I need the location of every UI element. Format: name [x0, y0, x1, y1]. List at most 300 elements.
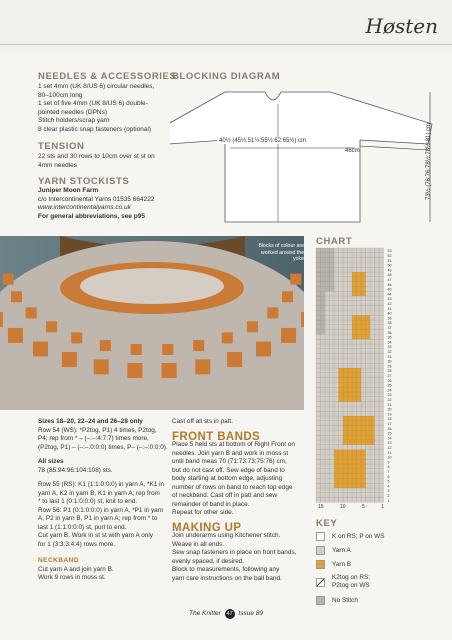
chart-cell [370, 378, 375, 383]
row-number: 48 [387, 273, 392, 278]
chart-cell [343, 440, 348, 445]
chart-cell [334, 253, 339, 258]
chart-cell [366, 253, 371, 258]
chart-cell [366, 416, 371, 421]
chart-cell [352, 406, 357, 411]
k2tog-icon [316, 578, 325, 587]
chart-cell [325, 392, 330, 397]
chart-cell [339, 440, 344, 445]
chart-cell [357, 373, 362, 378]
page-title: Høsten [365, 14, 438, 38]
chart-cell [366, 402, 371, 407]
chart-cell [330, 310, 335, 315]
chart-cell [316, 416, 321, 421]
chart-cell [348, 440, 353, 445]
row-number: 51 [387, 258, 392, 263]
chart-cell [366, 248, 371, 253]
length-measurement [386, 73, 432, 200]
sleeve-measurement: 46cm [345, 148, 360, 154]
chart-cell [370, 363, 375, 368]
stockist-address: c/o Intercontinental Yarns 01535 664222 [38, 195, 155, 203]
key-label: Yarn A [332, 546, 351, 554]
chart-cell [321, 291, 326, 296]
chart-cell [370, 382, 375, 387]
chart-cell [361, 253, 366, 258]
instruction-line: Repeat for other side. [172, 509, 234, 516]
chart-cell [330, 320, 335, 325]
chart-cell [361, 291, 366, 296]
chart-cell [339, 296, 344, 301]
chart-cell [375, 406, 380, 411]
chart-cell [348, 291, 353, 296]
chart-cell [325, 469, 330, 474]
chart-cell [379, 421, 384, 426]
chart-cell [343, 339, 348, 344]
chart-cell [379, 354, 384, 359]
key-item [316, 529, 436, 543]
chart-cell [357, 310, 362, 315]
chart-cell [379, 483, 384, 488]
chart-cell [330, 450, 335, 455]
chart-cell [357, 262, 362, 267]
chart-cell [325, 435, 330, 440]
chart-cell [334, 426, 339, 431]
chart-cell [325, 440, 330, 445]
instruction-line: until band meas 70 (71:73:73:75:76) cm, [172, 458, 287, 465]
chart-cell [379, 330, 384, 335]
chart-cell [321, 354, 326, 359]
chart-cell [321, 286, 326, 291]
chart-cell [361, 258, 366, 263]
chart-cell [343, 406, 348, 411]
sizes-heading: Sizes 18–20, 22–24 and 26–28 only [38, 418, 143, 425]
chart-cell [334, 330, 339, 335]
chart-cell [352, 378, 357, 383]
chart-cell [343, 469, 348, 474]
chart-cell [352, 339, 357, 344]
chart-cell [352, 320, 357, 325]
chart-cell [325, 382, 330, 387]
chart-cell [316, 454, 321, 459]
chart-cell [343, 421, 348, 426]
chart-cell [321, 334, 326, 339]
chart-cell [357, 382, 362, 387]
chart-cell [379, 435, 384, 440]
chart-cell [375, 253, 380, 258]
chart-cell [348, 301, 353, 306]
chart-cell [370, 296, 375, 301]
chart-cell [352, 358, 357, 363]
chart-cell [321, 454, 326, 459]
chart-cell [339, 392, 344, 397]
chart-cell [325, 310, 330, 315]
chart-cell [339, 411, 344, 416]
chart-cell [366, 378, 371, 383]
chart-cell [325, 373, 330, 378]
chart-cell [334, 296, 339, 301]
chart-cell [370, 277, 375, 282]
chart-cell [321, 344, 326, 349]
chart-cell [334, 488, 339, 493]
key-heading: KEY [316, 518, 338, 529]
chart-cell [379, 454, 384, 459]
chart-cell [379, 402, 384, 407]
chart-cell [321, 435, 326, 440]
chart-cell [348, 430, 353, 435]
chart-cell [357, 330, 362, 335]
page-footer [0, 609, 452, 619]
tension-text [38, 153, 155, 170]
chart-cell [339, 330, 344, 335]
chart-cell [375, 392, 380, 397]
chart-cell [375, 272, 380, 277]
chart-cell [379, 320, 384, 325]
chart-cell [379, 488, 384, 493]
chart-cell [370, 267, 375, 272]
row-number: 43 [387, 297, 392, 302]
chart-cell [379, 493, 384, 498]
instruction-line: remainder of band in place. [172, 500, 250, 508]
chart-cell [352, 469, 357, 474]
chart-cell [330, 354, 335, 359]
chart-cell [316, 493, 321, 498]
instruction-line: Row 54 (WS): *P2tog, P1) 4 times, P2tog, [38, 426, 157, 434]
chart-cell [361, 267, 366, 272]
chart-cell [330, 440, 335, 445]
chart-cell [316, 368, 321, 373]
chart-cell [370, 373, 375, 378]
chart-cell [343, 498, 348, 503]
chart-cell [325, 445, 330, 450]
chart-cell [325, 450, 330, 455]
chart-cell [357, 320, 362, 325]
chart-cell [375, 296, 380, 301]
chart-cell [366, 296, 371, 301]
chart-cell [366, 392, 371, 397]
chart-cell [316, 286, 321, 291]
chart-cell [339, 493, 344, 498]
chart-cell [361, 272, 366, 277]
row-number: 52 [387, 254, 392, 258]
chart-cell [361, 392, 366, 397]
chart-cell [379, 358, 384, 363]
chart-cell [330, 406, 335, 411]
row-number: 2 [387, 494, 390, 498]
chart-cell [357, 435, 362, 440]
chart-cell [343, 488, 348, 493]
row-number: 28 [387, 369, 392, 374]
chart-cell [334, 498, 339, 503]
chart-cell [375, 464, 380, 469]
chart-cell [348, 272, 353, 277]
chart-cell [366, 358, 371, 363]
chart-cell [348, 330, 353, 335]
chart-cell [361, 406, 366, 411]
chart-cell [321, 330, 326, 335]
chart-cell [375, 387, 380, 392]
chart-cell [339, 421, 344, 426]
chart-cell [357, 440, 362, 445]
chart-cell [348, 450, 353, 455]
chart-cell [379, 306, 384, 311]
chart-cell [352, 478, 357, 483]
chart-cell [361, 488, 366, 493]
sizes-heading: All sizes [38, 458, 64, 465]
chart-cell [325, 334, 330, 339]
chart-cell [330, 248, 335, 253]
chart-cell [348, 248, 353, 253]
chart-cell [348, 483, 353, 488]
chart-cell [348, 406, 353, 411]
chart-cell [343, 392, 348, 397]
chart-cell [361, 320, 366, 325]
chart-cell [348, 397, 353, 402]
chart-cell [361, 387, 366, 392]
chart-cell [343, 426, 348, 431]
chart-cell [334, 358, 339, 363]
chart-cell [379, 349, 384, 354]
chart-cell [352, 301, 357, 306]
chart-cell [357, 454, 362, 459]
chart-cell [357, 368, 362, 373]
chart-cell [370, 248, 375, 253]
needles-list [38, 83, 178, 135]
col-label: 5 [362, 504, 365, 510]
chart-cell [361, 498, 366, 503]
chart-cell [343, 248, 348, 253]
row-number: 34 [387, 340, 392, 345]
chart-cell [375, 459, 380, 464]
chart-cell [352, 498, 357, 503]
chart-cell [352, 387, 357, 392]
chart-cell [352, 258, 357, 263]
stockist-website[interactable]: www.intercontinentalyarns.co.uk [38, 204, 131, 212]
chart-cell [352, 426, 357, 431]
instruction-line: Work 9 rows in moss st. [38, 574, 106, 581]
chart-cell [334, 454, 339, 459]
row-number: 46 [387, 282, 392, 287]
chart-cell [325, 248, 330, 253]
chart-cell [343, 402, 348, 407]
chart-cell [379, 474, 384, 479]
chart-cell [357, 411, 362, 416]
chart-cell [325, 296, 330, 301]
chart-cell [321, 474, 326, 479]
chart-cell [370, 286, 375, 291]
chart-cell [361, 469, 366, 474]
chart-cell [339, 267, 344, 272]
chart-cell [361, 349, 366, 354]
row-number: 19 [387, 412, 392, 417]
chart-cell [343, 325, 348, 330]
tension-line: 22 sts and 30 rows to 10cm over st st on [38, 153, 155, 160]
stockists-heading: YARN STOCKISTS [38, 176, 130, 187]
chart-cell [330, 459, 335, 464]
chart-cell [325, 330, 330, 335]
row-number: 45 [387, 287, 392, 292]
chart-cell [357, 464, 362, 469]
chart-cell [334, 291, 339, 296]
chart-cell [370, 493, 375, 498]
row-number: 15 [387, 431, 392, 436]
chart-cell [348, 354, 353, 359]
chart-cell [375, 421, 380, 426]
chart-cell [325, 416, 330, 421]
chart-cell [357, 493, 362, 498]
chart-cell [348, 474, 353, 479]
chart-cell [316, 469, 321, 474]
chart-cell [343, 344, 348, 349]
chart-cell [330, 421, 335, 426]
chart-cell [361, 282, 366, 287]
chart-heading: CHART [316, 236, 353, 247]
chart-cell [316, 440, 321, 445]
chart-cell [361, 330, 366, 335]
instruction-line: needles. Join yarn B and work in moss st [172, 449, 289, 457]
chart-cell [343, 368, 348, 373]
chart-cell [379, 430, 384, 435]
chart-cell [334, 378, 339, 383]
chart-cell [366, 459, 371, 464]
chart-cell [366, 344, 371, 349]
chart-cell [357, 296, 362, 301]
chart-cell [334, 334, 339, 339]
chart-cell [348, 416, 353, 421]
chart-cell [339, 402, 344, 407]
chart-cell [334, 392, 339, 397]
chart-cell [375, 368, 380, 373]
row-number: 11 [387, 450, 392, 455]
length-measurement-text: 73½ (76:76:78½:78½:81) cm [426, 122, 432, 200]
chart-cell [366, 493, 371, 498]
chart-cell [375, 344, 380, 349]
swatch-icon [316, 532, 325, 541]
chart-cell [321, 349, 326, 354]
chart-cell [379, 363, 384, 368]
chart-cell [375, 349, 380, 354]
chart-cell [339, 282, 344, 287]
chart-cell [375, 440, 380, 445]
chart-cell [330, 378, 335, 383]
chart-cell [330, 325, 335, 330]
chart-cell [361, 334, 366, 339]
row-number: 1 [387, 498, 390, 503]
chart-cell [316, 344, 321, 349]
chart-cell [357, 354, 362, 359]
chart-cell [375, 488, 380, 493]
chart-cell [375, 267, 380, 272]
chart-cell [334, 368, 339, 373]
row-number: 12 [387, 446, 392, 450]
chart-cell [325, 349, 330, 354]
chart-cell [321, 493, 326, 498]
chart-cell [316, 301, 321, 306]
chart-cell [366, 272, 371, 277]
chart-cell [366, 406, 371, 411]
row-number: 5 [387, 479, 390, 484]
chart-cell [352, 416, 357, 421]
chart-cell [343, 416, 348, 421]
chart-cell [370, 426, 375, 431]
chart-cell [334, 306, 339, 311]
chart-cell [339, 253, 344, 258]
chart-cell [334, 248, 339, 253]
chart-cell [325, 378, 330, 383]
page-number-badge: 47 [226, 611, 233, 617]
chart-cell [375, 325, 380, 330]
needles-line: 1 set 4mm (UK 8/US 6) circular needles, [38, 83, 155, 90]
chart-cell [334, 440, 339, 445]
chart-cell [348, 382, 353, 387]
chart-cell [325, 459, 330, 464]
chart-cell [325, 267, 330, 272]
key-label: No Stitch [332, 596, 358, 604]
chart-cell [348, 464, 353, 469]
chart-cell [348, 411, 353, 416]
chart-cell [348, 306, 353, 311]
chart-cell [370, 406, 375, 411]
key-item [316, 593, 436, 607]
chart-cell [321, 282, 326, 287]
chart-cell [375, 454, 380, 459]
chart-cell [379, 310, 384, 315]
chart-cell [343, 320, 348, 325]
chart-cell [334, 320, 339, 325]
chart-cell [379, 315, 384, 320]
chart-cell [357, 488, 362, 493]
chart-cell [352, 277, 357, 282]
chart-cell [370, 330, 375, 335]
chart-cell [366, 267, 371, 272]
chart-cell [361, 310, 366, 315]
row-number: 16 [387, 426, 392, 431]
chart-cell [321, 363, 326, 368]
row-number: 50 [387, 263, 392, 268]
chart-cell [357, 282, 362, 287]
chart-cell [321, 421, 326, 426]
chart-cell [370, 435, 375, 440]
chart-cell [366, 478, 371, 483]
chart-cell [325, 301, 330, 306]
chart-cell [370, 253, 375, 258]
chart-cell [370, 416, 375, 421]
chart-cell [330, 445, 335, 450]
chart-cell [343, 464, 348, 469]
chart-cell [366, 426, 371, 431]
chart-cell [366, 411, 371, 416]
chart-cell [375, 330, 380, 335]
chart-cell [343, 272, 348, 277]
chart-cell [357, 339, 362, 344]
chart-cell [325, 291, 330, 296]
blocking-diagram [170, 84, 440, 234]
row-number: 14 [387, 436, 392, 441]
needles-heading: NEEDLES & ACCESSORIES [38, 71, 177, 82]
chart-cell [379, 267, 384, 272]
chart-cell [343, 282, 348, 287]
chart-cell [330, 368, 335, 373]
chart-cell [334, 310, 339, 315]
chart-cell [379, 498, 384, 503]
chart-cell [366, 382, 371, 387]
chart-cell [348, 392, 353, 397]
chart-cell [334, 282, 339, 287]
chart-cell [316, 378, 321, 383]
chart-cell [352, 382, 357, 387]
chart-cell [357, 474, 362, 479]
chart-cell [343, 450, 348, 455]
chart-cell [343, 253, 348, 258]
